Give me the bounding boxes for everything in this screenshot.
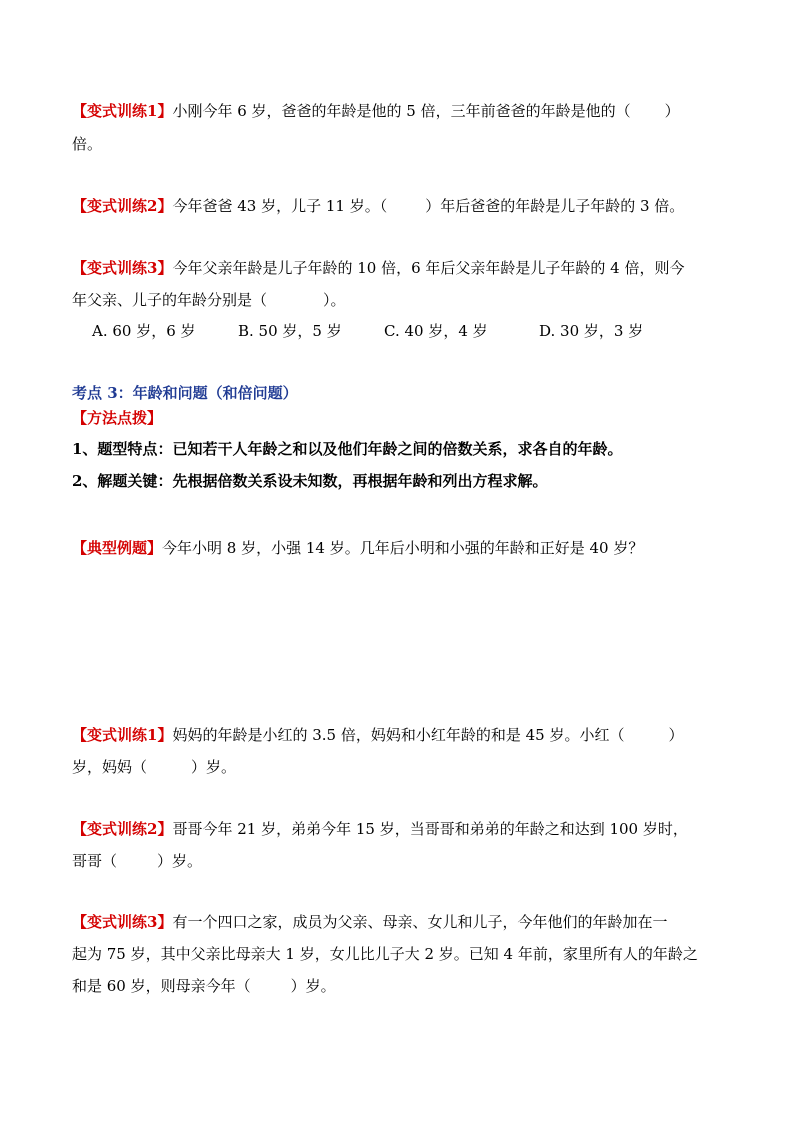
- exercise-4-line-2: [72, 756, 236, 778]
- exercise-text: ）岁。: [290, 977, 336, 995]
- exercise-text: 岁，妈妈（: [72, 758, 148, 776]
- method-point-1: 1、题型特点：已知若干人年龄之和以及他们年龄之间的倍数关系，求各自的年龄。: [72, 440, 623, 458]
- section-heading: 考点 3：年龄和问题（和倍问题）: [72, 384, 298, 402]
- exercise-6-line-2: [72, 943, 698, 965]
- exercise-6-line-1: [72, 911, 667, 933]
- option-b[interactable]: B. 50 岁，5 岁: [238, 322, 342, 340]
- exercise-tag: 【变式训练1】: [72, 102, 173, 120]
- exercise-text: 起为 75 岁，其中父亲比母亲大 1 岁，女儿比儿子大 2 岁。已知 4 年前，家里所有人的年龄之: [72, 945, 698, 963]
- example-problem: [72, 537, 643, 559]
- method-point-2: 2、解题关键：先根据倍数关系设未知数，再根据年龄和列出方程求解。: [72, 472, 548, 490]
- exercise-text: 妈妈的年龄是小红的 3.5 倍，妈妈和小红年龄的和是 45 岁。小红（: [172, 726, 625, 744]
- exercise-text: 倍。: [72, 135, 103, 153]
- exercise-1-line-2: [72, 133, 102, 155]
- exercise-3-line-2: [72, 289, 346, 311]
- exercise-text: ）岁。: [191, 758, 237, 776]
- exercise-4-line-1: [72, 724, 684, 746]
- exercise-5-line-1: [72, 818, 688, 840]
- example-text: 今年小明 8 岁，小强 14 岁。几年后小明和小强的年龄和正好是 40 岁？: [162, 539, 644, 557]
- exercise-text: ）。: [323, 291, 346, 309]
- exercise-5-line-2: [72, 850, 202, 872]
- exercise-text: 和是 60 岁，则母亲今年（: [72, 977, 251, 995]
- exercise-3-line-1: [72, 257, 684, 279]
- exercise-2-line-1: [72, 195, 684, 217]
- exercise-text: 今年父亲年龄是儿子年龄的 10 倍，6 年后父亲年龄是儿子年龄的 4 倍，则今: [172, 259, 685, 277]
- option-a[interactable]: A. 60 岁，6 岁: [92, 322, 196, 340]
- exercise-text: 哥哥（: [72, 852, 118, 870]
- exercise-text: 小刚今年 6 岁，爸爸的年龄是他的 5 倍，三年前爸爸的年龄是他的（: [172, 102, 631, 120]
- exercise-1-line-1: [72, 100, 680, 122]
- exercise-text: 哥哥今年 21 岁，弟弟今年 15 岁，当哥哥和弟弟的年龄之和达到 100 岁时，: [172, 820, 688, 838]
- choice-options: [92, 320, 643, 342]
- option-c[interactable]: C. 40 岁，4 岁: [384, 322, 488, 340]
- exercise-text: ）: [664, 102, 680, 120]
- option-d[interactable]: D. 30 岁，3 岁: [539, 322, 644, 340]
- exercise-tag: 【变式训练3】: [72, 259, 173, 277]
- exercise-text: 年父亲、儿子的年龄分别是（: [72, 291, 268, 309]
- exercise-tag: 【变式训练3】: [72, 913, 173, 931]
- exercise-tag: 【变式训练2】: [72, 820, 173, 838]
- exercise-tag: 【变式训练1】: [72, 726, 173, 744]
- exercise-text: 今年爸爸 43 岁，儿子 11 岁。（: [172, 197, 388, 215]
- exercise-text: ）岁。: [157, 852, 203, 870]
- example-tag: 【典型例题】: [72, 539, 163, 557]
- exercise-text: 有一个四口之家，成员为父亲、母亲、女儿和儿子，今年他们的年龄加在一: [172, 913, 668, 931]
- exercise-text: ）: [668, 726, 684, 744]
- exercise-text: ）年后爸爸的年龄是儿子年龄的 3 倍。: [425, 197, 685, 215]
- exercise-tag: 【变式训练2】: [72, 197, 173, 215]
- method-tag: 【方法点拨】: [72, 409, 163, 427]
- exercise-6-line-3: [72, 975, 336, 997]
